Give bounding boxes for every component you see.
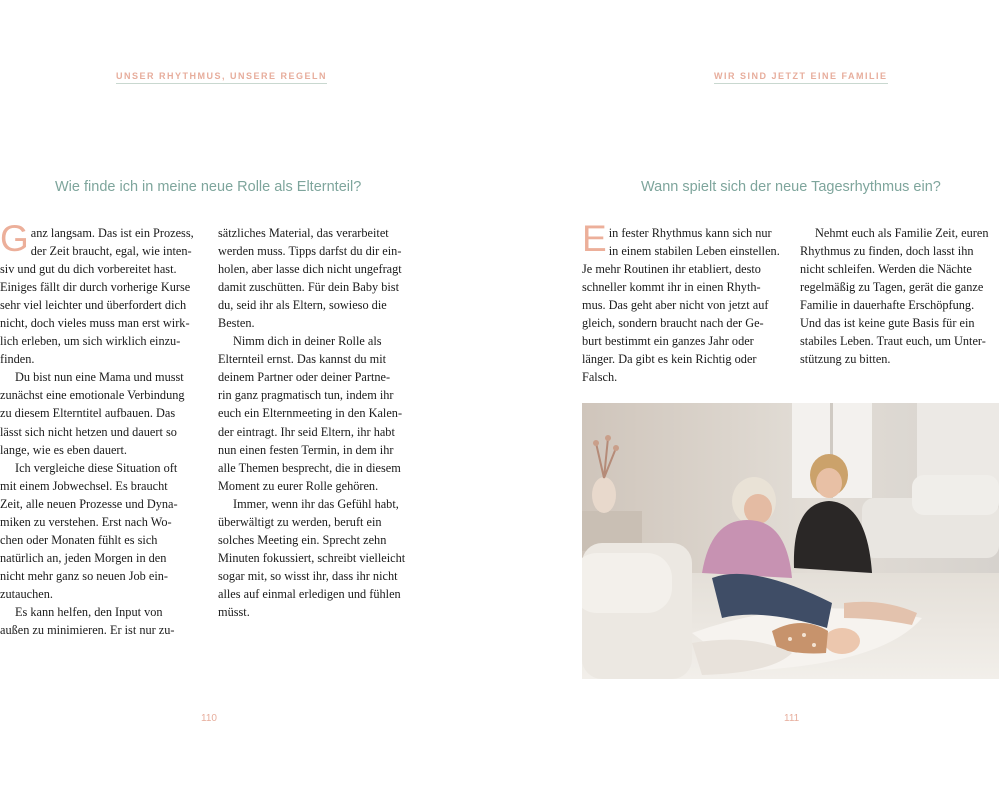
text-line: rin ganz pragmatisch tun, indem ihr [218, 388, 394, 403]
text-line: natürlich an, jeden Morgen in den [0, 550, 167, 565]
paragraph [218, 224, 418, 332]
text-line: miken zu verstehen. Erst nach Wo- [0, 514, 172, 529]
text-line: damit zuschütten. Für dein Baby bist [218, 280, 400, 295]
section-title: Wann spielt sich der neue Tagesrhythmus ein? [641, 179, 941, 195]
text-line: solches Meeting ein. Sprecht zehn [218, 532, 387, 547]
text-line: deinem Partner oder deiner Partne- [218, 370, 391, 385]
text-line: Minuten fokussiert, schreibt vielleicht [218, 550, 406, 565]
text-line: Nehmt euch als Familie Zeit, euren [815, 226, 989, 240]
text-line: chen oder Monaten fühlt es sich [0, 532, 158, 547]
text-line: nicht mehr ganz so neuen Job ein- [0, 568, 169, 583]
text-line: alles auf einmal erledigen und fühlen [218, 586, 401, 601]
drop-cap: G [0, 218, 29, 259]
text-line: Du bist nun eine Mama und musst [15, 370, 184, 385]
text-line: Familie in dauerhafte Erschöpfung. [800, 298, 975, 313]
text-line: euch ein Elternmeeting in den Kalen- [218, 406, 403, 421]
text-line: Immer, wenn ihr das Gefühl habt, [233, 496, 399, 511]
text-line: mit einem Jobwechsel. Es braucht [0, 478, 168, 493]
text-line: gleich, sondern braucht nach der Ge- [582, 316, 764, 331]
text-line: Elternteil ernst. Das kannst du mit [218, 352, 387, 367]
text-line: Ich vergleiche diese Situation oft [15, 460, 178, 475]
text-line: länger. Da gibt es kein Richtig oder [582, 352, 757, 367]
text-line: in einem stabilen Leben einstellen. [608, 244, 780, 259]
text-line: lässt sich nicht hetzen und dauert so [0, 424, 177, 439]
text-column-1 [0, 218, 200, 639]
text-line: Nimm dich in deiner Rolle als [233, 334, 382, 349]
text-line: Einiges fällt dir durch vorherige Kurse [0, 280, 191, 295]
paragraph [0, 218, 200, 368]
text-line: du, seid ihr als Eltern, sowieso die [218, 298, 387, 313]
text-line: burt bestimmt ein ganzes Jahr oder [582, 334, 754, 349]
page-number: 111 [784, 713, 800, 724]
text-line: der Zeit braucht, egal, wie inten- [30, 244, 192, 259]
text-line: alle Themen besprecht, die in diesem [218, 460, 401, 475]
text-line: stabiles Leben. Traut euch, um Unter- [800, 334, 986, 349]
text-line: siv und gut du dich vorbereitet hast. [0, 262, 177, 277]
text-line: zutauchen. [0, 586, 53, 601]
text-line: zu diesem Elterntitel aufbauen. Das [0, 406, 176, 421]
paragraph [0, 459, 200, 603]
text-line: in fester Rhythmus kann sich nur [608, 226, 772, 240]
text-line: sehr viel leichter und überfordert dich [0, 298, 187, 313]
page-number: 110 [201, 713, 217, 724]
text-column-2 [800, 224, 1000, 368]
text-line: werden muss. Tipps darfst du dir ein- [218, 244, 402, 259]
paragraph [0, 603, 200, 639]
text-line: Und das ist keine gute Basis für ein [800, 316, 975, 331]
text-line: außen zu minimieren. Er ist nur zu- [0, 623, 175, 638]
text-line: nun einen festen Termin, in dem ihr [218, 442, 394, 457]
text-line: der eintragt. Ihr seid Eltern, ihr habt [218, 424, 395, 439]
text-line: sogar mit, so wisst ihr, dass ihr nicht [218, 568, 398, 583]
drop-cap: E [582, 218, 607, 259]
text-line: holen, aber lasse dich nicht ungefragt [218, 262, 402, 277]
text-line: zunächst eine emotionale Verbindung [0, 388, 185, 403]
text-line: Moment zu eurer Rolle gehören. [218, 478, 379, 493]
text-line: Zeit, alle neuen Prozesse und Dyna- [0, 496, 178, 511]
right-page [500, 0, 1000, 800]
text-line: Es kann helfen, den Input von [15, 604, 163, 619]
text-line: Je mehr Routinen ihr etabliert, desto [582, 262, 761, 277]
running-header: WIR SIND JETZT EINE FAMILIE [714, 71, 888, 84]
text-line: müsst. [218, 604, 250, 619]
text-line: nicht, doch vieles muss man erst wirk- [0, 316, 190, 331]
text-line: sätzliches Material, das verarbeitet [218, 226, 389, 240]
text-column-1 [582, 218, 782, 386]
running-header: UNSER RHYTHMUS, UNSERE REGELN [116, 71, 327, 84]
text-line: Rhythmus zu finden, doch lasst ihn [800, 244, 974, 259]
text-line: Falsch. [582, 370, 618, 385]
family-photo [582, 403, 999, 679]
paragraph [800, 224, 1000, 368]
paragraph [582, 218, 782, 386]
text-line: lange, wie es eben dauert. [0, 442, 128, 457]
paragraph [218, 332, 418, 494]
text-column-2 [218, 224, 418, 621]
text-line: stützung zu bitten. [800, 352, 891, 367]
section-title: Wie finde ich in meine neue Rolle als Elternteil? [55, 179, 362, 195]
paragraph [218, 495, 418, 621]
paragraph [0, 368, 200, 458]
text-line: regelmäßig zu Tagen, gerät die ganze [800, 280, 984, 295]
text-line: überwältigt zu werden, beruft ein [218, 514, 382, 529]
text-line: nicht schleifen. Werden die Nächte [800, 262, 972, 277]
text-line: lich erleben, um sich wirklich einzu- [0, 334, 181, 349]
text-line: mus. Das geht aber nicht von jetzt auf [582, 298, 769, 313]
text-line: finden. [0, 352, 35, 367]
text-line: Besten. [218, 316, 255, 331]
text-line: schneller kommt ihr in einen Rhyth- [582, 280, 761, 295]
text-line: anz langsam. Das ist ein Prozess, [30, 226, 194, 240]
